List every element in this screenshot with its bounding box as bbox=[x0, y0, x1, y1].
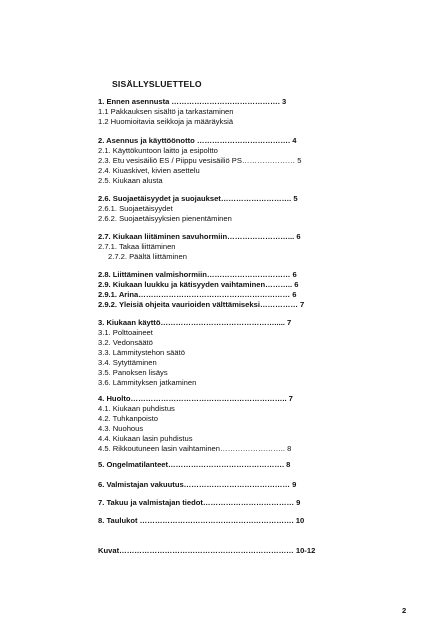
toc-entry: 2.7. Kiukaan liitäminen savuhormiin……………………... 6 bbox=[98, 232, 301, 241]
toc-entry: 2.7.2. Päältä liittäminen bbox=[108, 252, 187, 261]
toc-entry: 8. Taulukot ……………………………………………………. 10 bbox=[98, 516, 305, 525]
toc-entry: 1.1 Pakkauksen sisältö ja tarkastaminen bbox=[98, 107, 234, 116]
toc-entry: 3.5. Panoksen lisäys bbox=[98, 368, 168, 377]
page-number: 2 bbox=[402, 606, 407, 615]
toc-entry: 4.1. Kiukaan puhdistus bbox=[98, 404, 175, 413]
toc-entry: 6. Valmistajan vakuutus…………………………………… 9 bbox=[98, 480, 297, 489]
toc-entry: 4. Huolto…………………………………………………….. 7 bbox=[98, 394, 293, 403]
toc-entry: 3.3. Lämmitystehon säätö bbox=[98, 348, 185, 357]
toc-entry: 2.6.2. Suojaetäisyyksien pienentäminen bbox=[98, 214, 232, 223]
toc-entry: 4.2. Tuhkanpoisto bbox=[98, 414, 158, 423]
toc-title: SISÄLLYSLUETTELO bbox=[112, 79, 202, 89]
toc-entry: 3.1. Polttoaineet bbox=[98, 328, 153, 337]
toc-entry: Kuvat…………………………………………………………… 10-12 bbox=[98, 546, 316, 555]
toc-entry: 2.4. Kiuaskivet, kivien asettelu bbox=[98, 166, 200, 175]
toc-entry: 4.5. Rikkoutuneen lasin vaihtaminen…………………….. 8 bbox=[98, 444, 292, 453]
toc-entry: 2.1. Käyttökuntoon laitto ja esipoltto bbox=[98, 146, 218, 155]
toc-entry: 3.2. Vedonsäätö bbox=[98, 338, 153, 347]
toc-entry: 7. Takuu ja valmistajan tiedot……………………………… 9 bbox=[98, 498, 301, 507]
toc-entry: 3.6. Lämmityksen jatkaminen bbox=[98, 378, 197, 387]
toc-entry: 2.6. Suojaetäisyydet ja suojaukset………………………. 5 bbox=[98, 194, 298, 203]
toc-entry: 3.4. Sytyttäminen bbox=[98, 358, 157, 367]
toc-entry: 5. Ongelmatilanteet………………………………………. 8 bbox=[98, 460, 291, 469]
toc-entry: 2.8. Liittäminen valmishormiin…………………………… 6 bbox=[98, 270, 297, 279]
toc-entry: 2.3. Etu vesisäiliö ES / Piippu vesisäiliö PS………………… 5 bbox=[98, 156, 302, 165]
toc-entry: 2.7.1. Takaa liittäminen bbox=[98, 242, 176, 251]
toc-entry: 2. Asennus ja käyttöönotto ………………………………. 4 bbox=[98, 136, 297, 145]
toc-entry: 2.6.1. Suojaetäisyydet bbox=[98, 204, 173, 213]
toc-entry: 2.9. Kiukaan luukku ja kätisyyden vaihtaminen……….. 6 bbox=[98, 280, 299, 289]
toc-entry: 3. Kiukaan käyttö………………………………………..... 7 bbox=[98, 318, 292, 327]
toc-entry: 2.9.1. Arina…………………………………………………… 6 bbox=[98, 290, 297, 299]
toc-entry: 1.2 Huomioitavia seikkoja ja määräyksiä bbox=[98, 117, 234, 126]
toc-entry: 2.9.2. Yleisiä ohjeita vaurioiden välttämiseksi…………… 7 bbox=[98, 300, 305, 309]
toc-entry: 2.5. Kiukaan alusta bbox=[98, 176, 163, 185]
toc-entry: 4.3. Nuohous bbox=[98, 424, 144, 433]
toc-entry: 1. Ennen asennusta ……………………………………. 3 bbox=[98, 97, 287, 106]
toc-entry: 4.4. Kiukaan lasin puhdistus bbox=[98, 434, 193, 443]
